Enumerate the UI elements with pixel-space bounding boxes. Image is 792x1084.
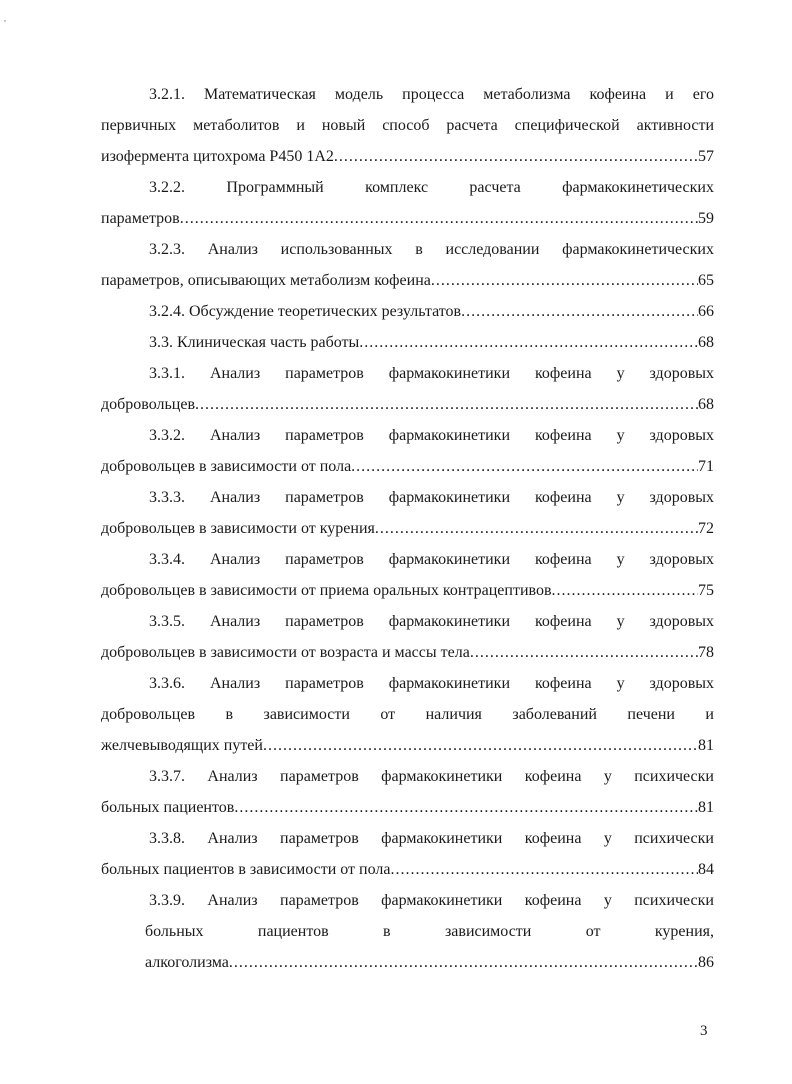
toc-page-number: 86 (698, 954, 714, 971)
toc-line-with-page (101, 296, 714, 327)
toc-entry (101, 358, 714, 420)
toc-page-number: 68 (698, 334, 714, 351)
toc-line-with-page (101, 203, 714, 234)
toc-line: 3.3.1. Анализ параметров фармакокинетики кофеина у здоровых (149, 365, 714, 382)
toc-line-with-page (101, 792, 714, 823)
toc-line-with-page (101, 265, 714, 296)
toc-page-number: 84 (698, 861, 714, 878)
toc-entry (101, 296, 714, 327)
toc-page-number: 71 (698, 458, 714, 475)
toc-line: 3.2.3. Анализ использованных в исследовании фармакокинетических (149, 241, 714, 258)
toc-page-number: 81 (698, 799, 714, 816)
toc-line-with-page (101, 637, 714, 668)
toc-line-with-page (101, 141, 714, 172)
dot-leader (375, 513, 698, 544)
dot-leader (552, 575, 698, 606)
toc-page-number: 57 (698, 148, 714, 165)
toc-line: 3.3.4. Анализ параметров фармакокинетики кофеина у здоровых (149, 551, 714, 568)
dot-leader (234, 792, 698, 823)
toc-entry (101, 606, 714, 668)
toc-line: больных пациентов в зависимости от курения, (145, 923, 714, 940)
dot-leader (180, 203, 698, 234)
table-of-contents (101, 79, 714, 978)
toc-title: 3.3. Клиническая часть работы (149, 334, 360, 351)
toc-title: больных пациентов (101, 799, 235, 816)
toc-entry (101, 668, 714, 761)
toc-entry (101, 482, 714, 544)
scan-mark: , (4, 14, 6, 23)
toc-line-with-page (101, 730, 714, 761)
toc-title: алкоголизма (145, 954, 229, 971)
toc-page-number: 72 (698, 520, 714, 537)
toc-line: 3.3.9. Анализ параметров фармакокинетики кофеина у психически (149, 892, 714, 909)
toc-line-with-page (101, 854, 714, 885)
toc-entry (101, 420, 714, 482)
toc-title: больных пациентов в зависимости от пола (101, 861, 391, 878)
toc-title: изофермента цитохрома Р450 1А2 (101, 148, 334, 165)
dot-leader (334, 141, 698, 172)
dot-leader (470, 637, 698, 668)
toc-entry (101, 327, 714, 358)
page-number: 3 (700, 1023, 708, 1039)
dot-leader (431, 265, 698, 296)
toc-title: добровольцев в зависимости от пола (101, 458, 352, 475)
toc-entry (101, 79, 714, 172)
toc-page-number: 81 (698, 737, 714, 754)
toc-title: параметров, описывающих метаболизм кофеина (101, 272, 431, 289)
dot-leader (390, 854, 698, 885)
toc-line: 3.3.6. Анализ параметров фармакокинетики кофеина у здоровых (149, 675, 714, 692)
toc-entry (101, 761, 714, 823)
toc-page-number: 78 (698, 644, 714, 661)
dot-leader (461, 296, 698, 327)
dot-leader (351, 451, 698, 482)
toc-entry (101, 885, 714, 978)
toc-line: 3.3.7. Анализ параметров фармакокинетики кофеина у психически (149, 768, 714, 785)
toc-line: 3.3.2. Анализ параметров фармакокинетики кофеина у здоровых (149, 427, 714, 444)
toc-line-with-page (101, 947, 714, 978)
toc-line-with-page (101, 575, 714, 606)
toc-title: добровольцев в зависимости от курения (101, 520, 375, 537)
toc-page-number: 66 (698, 303, 714, 320)
dot-leader (229, 947, 698, 978)
dot-leader (263, 730, 698, 761)
toc-title: добровольцев в зависимости от возраста и массы тела (101, 644, 470, 661)
toc-title: желчевыводящих путей (101, 737, 263, 754)
dot-leader (359, 327, 698, 358)
toc-entry (101, 172, 714, 234)
toc-page-number: 68 (698, 396, 714, 413)
toc-line: добровольцев в зависимости от наличия заболеваний печени и (101, 706, 714, 723)
toc-page-number: 75 (698, 582, 714, 599)
toc-line: 3.3.8. Анализ параметров фармакокинетики кофеина у психически (149, 830, 714, 847)
toc-line-with-page (101, 451, 714, 482)
toc-line: 3.3.5. Анализ параметров фармакокинетики кофеина у здоровых (149, 613, 714, 630)
toc-title: добровольцев в зависимости от приема оральных контрацептивов (101, 582, 552, 599)
toc-line-with-page (101, 327, 714, 358)
toc-title: параметров (101, 210, 180, 227)
toc-line: первичных метаболитов и новый способ расчета специфической активности (101, 117, 714, 134)
toc-page-number: 59 (698, 210, 714, 227)
toc-title: 3.2.4. Обсуждение теоретических результатов (149, 303, 462, 320)
toc-line: 3.3.3. Анализ параметров фармакокинетики кофеина у здоровых (149, 489, 714, 506)
toc-entry (101, 823, 714, 885)
toc-entry (101, 234, 714, 296)
toc-page-number: 65 (698, 272, 714, 289)
dot-leader (195, 389, 698, 420)
toc-line-with-page (101, 389, 714, 420)
toc-line: 3.2.1. Математическая модель процесса метаболизма кофеина и его (149, 86, 714, 103)
toc-title: добровольцев (101, 396, 196, 413)
toc-line-with-page (101, 513, 714, 544)
toc-line: 3.2.2. Программный комплекс расчета фармакокинетических (149, 179, 714, 196)
toc-entry (101, 544, 714, 606)
